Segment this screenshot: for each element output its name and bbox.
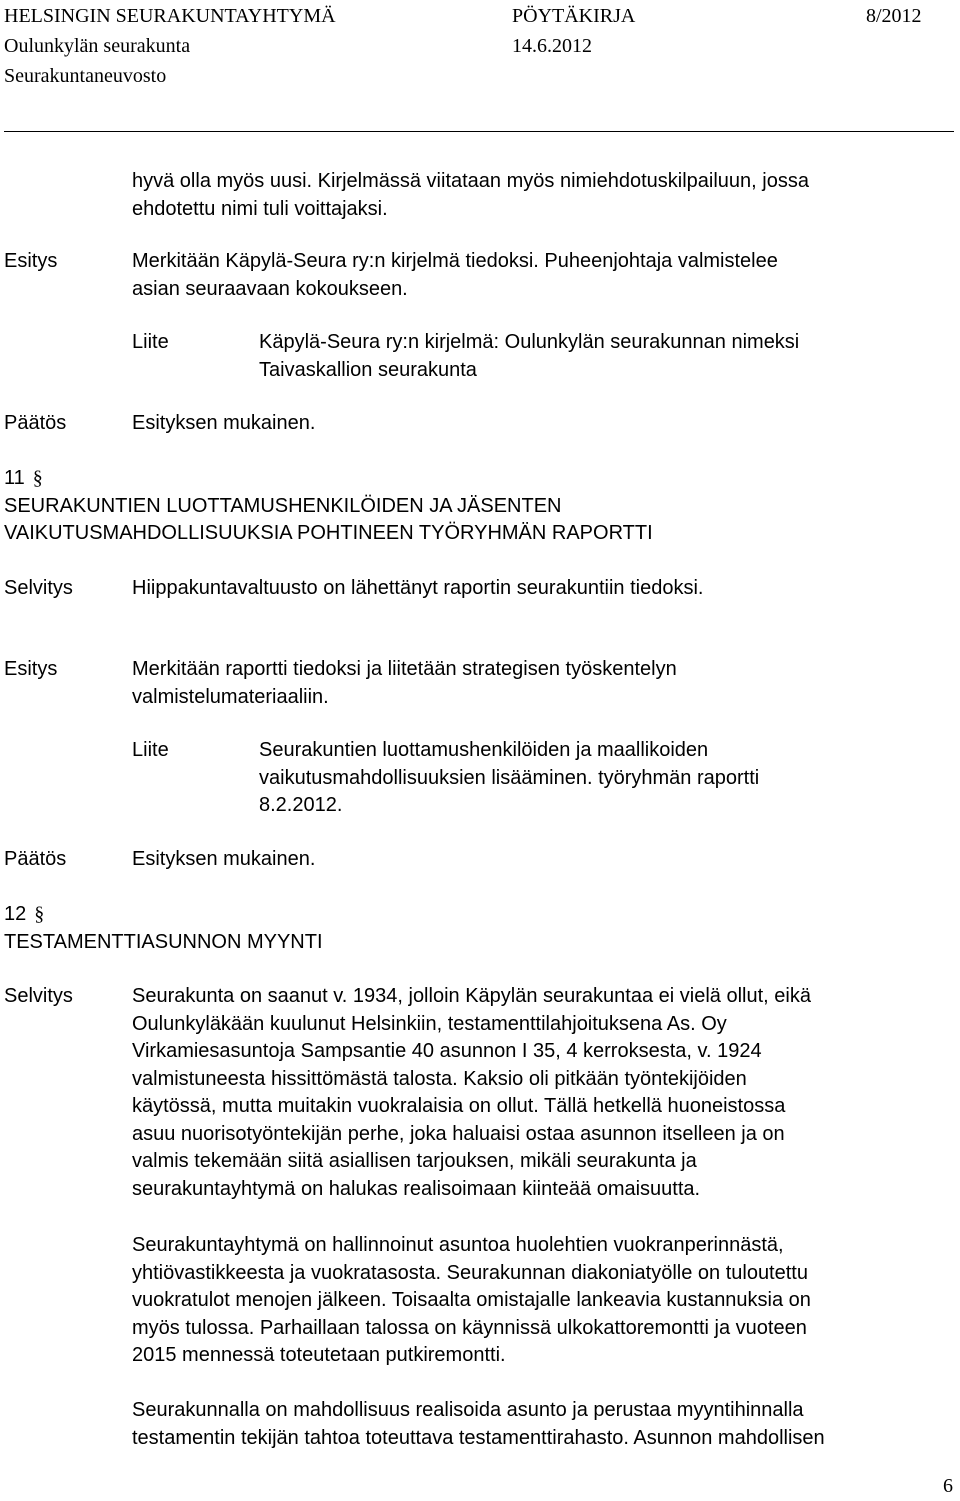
item11-number: 11: [4, 467, 25, 489]
item11-esitys-line-2: valmistelumateriaaliin.: [132, 685, 329, 708]
label-paatos: Päätös: [4, 848, 67, 870]
header-date: 14.6.2012: [512, 35, 592, 57]
label-paatos: Päätös: [4, 412, 67, 434]
header-doc-number: 8/2012: [866, 5, 922, 27]
item12-p1-line-5: käytössä, mutta muitakin vuokralaisia on ollut. Tällä hetkellä huoneistossa: [132, 1095, 786, 1117]
header-body: Seurakuntaneuvosto: [4, 65, 167, 87]
label-esitys: Esitys: [4, 658, 58, 680]
item12-p2-line-5: 2015 mennessä toteutetaan putkiremontti.: [132, 1344, 506, 1366]
item11-esitys-line-1: Merkitään raportti tiedoksi ja liitetään strategisen työskentelyn: [132, 658, 677, 680]
item12-p2-line-2: yhtiövastikkeesta ja vuokratasosta. Seurakunnan diakoniatyölle on tuloutettu: [132, 1261, 808, 1284]
item10-liite-line-1: Käpylä-Seura ry:n kirjelmä: Oulunkylän seurakunnan nimeksi: [259, 331, 800, 353]
item12-p2-line-4: myös tulossa. Parhaillaan talossa on käynnissä ulkokattoremontti ja vuoteen: [132, 1316, 807, 1339]
label-selvitys: Selvitys: [4, 577, 73, 599]
item12-title: TESTAMENTTIASUNNON MYYNTI: [4, 930, 323, 953]
label-esitys: Esitys: [4, 250, 58, 272]
item11-liite-line-1: Seurakuntien luottamushenkilöiden ja maallikoiden: [259, 739, 709, 761]
section-symbol: §: [34, 903, 45, 925]
item12-p3-line-1: Seurakunnalla on mahdollisuus realisoida asunto ja perustaa myyntihinnalla: [132, 1399, 804, 1421]
item11-title-line-1: SEURAKUNTIEN LUOTTAMUSHENKILÖIDEN JA JÄSENTEN: [4, 494, 562, 517]
item12-p1-line-8: seurakuntayhtymä on halukas realisoimaan kiinteää omaisuutta.: [132, 1177, 701, 1200]
item11-selvitys: Hiippakuntavaltuusto on lähettänyt raportin seurakuntiin tiedoksi.: [132, 577, 704, 599]
page-number: 6: [943, 1475, 953, 1497]
item12-heading: [4, 901, 44, 929]
item12-p2-line-1: Seurakuntayhtymä on hallinnoinut asuntoa huolehtien vuokranperinnästä,: [132, 1234, 784, 1256]
item10-esitys-line-1: Merkitään Käpylä-Seura ry:n kirjelmä tiedoksi. Puheenjohtaja valmistelee: [132, 250, 778, 272]
item10-esitys-line-2: asian seuraavaan kokoukseen.: [132, 277, 408, 300]
item11-paatos: Esityksen mukainen.: [132, 848, 316, 870]
item12-p1-line-7: valmis tekemään siitä asiallisen tarjouksen, mikäli seurakunta ja: [132, 1150, 697, 1172]
item11-title-line-2: VAIKUTUSMAHDOLLISUUKSIA POHTINEEN TYÖRYHMÄN RAPORTTI: [4, 522, 653, 544]
item10-paatos: Esityksen mukainen.: [132, 412, 316, 434]
item12-p1-line-6: asuu nuorisotyöntekijän perhe, joka haluaisi ostaa asunnon itselleen ja on: [132, 1122, 785, 1145]
intro-line-2: ehdotettu nimi tuli voittajaksi.: [132, 197, 388, 220]
header-parish: Oulunkylän seurakunta: [4, 35, 191, 57]
item12-p1-line-4: valmistuneesta hissittömästä talosta. Kaksio oli pitkään työntekijöiden: [132, 1067, 747, 1090]
item12-p1-line-3: Virkamiesasuntoja Sampsantie 40 asunnon I 35, 4 kerroksesta, v. 1924: [132, 1040, 762, 1062]
item12-p1-line-1: Seurakunta on saanut v. 1934, jolloin Käpylän seurakuntaa ei vielä ollut, eikä: [132, 985, 811, 1007]
intro-line-1: hyvä olla myös uusi. Kirjelmässä viitataan myös nimiehdotuskilpailuun, jossa: [132, 170, 809, 192]
item11-liite-line-2: vaikutusmahdollisuuksien lisääminen. työryhmän raportti: [259, 766, 760, 789]
item12-p3-line-2: testamentin tekijän tahtoa toteuttava testamenttirahasto. Asunnon mahdollisen: [132, 1426, 825, 1449]
item11-liite-line-3: 8.2.2012.: [259, 794, 343, 816]
item12-number: 12: [4, 903, 27, 925]
item10-liite-line-2: Taivaskallion seurakunta: [259, 358, 477, 381]
label-liite: Liite: [132, 739, 169, 761]
header-rule: [4, 131, 954, 132]
label-selvitys: Selvitys: [4, 985, 73, 1007]
label-liite: Liite: [132, 331, 169, 353]
section-symbol: §: [32, 467, 43, 489]
header-doc-type: PÖYTÄKIRJA: [512, 5, 636, 27]
header-org: HELSINGIN SEURAKUNTAYHTYMÄ: [4, 5, 336, 27]
item12-p2-line-3: vuokratulot menojen jälkeen. Toisaalta omistajalle lankeavia kustannuksia on: [132, 1289, 811, 1311]
item11-heading: [4, 465, 43, 493]
item12-p1-line-2: Oulunkyläkään kuulunut Helsinkiin, testamenttilahjoituksena As. Oy: [132, 1012, 727, 1035]
